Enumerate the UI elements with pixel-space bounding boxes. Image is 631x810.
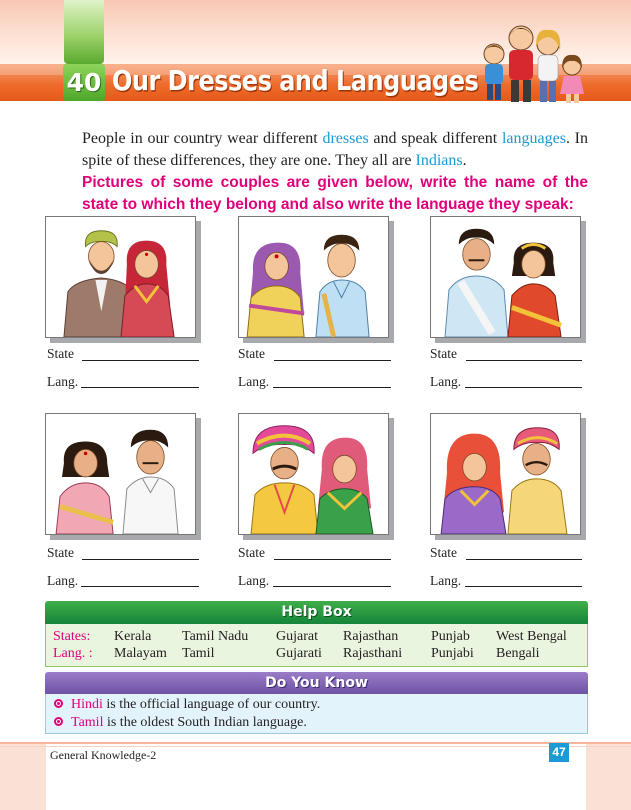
- footer-decoration-left: [0, 743, 46, 810]
- help-box-languages-row: [46, 645, 587, 662]
- state-label: State: [47, 346, 74, 361]
- lang-label: Lang.: [238, 374, 270, 389]
- state-label: State: [47, 545, 74, 560]
- couple-kerala-illustration: [45, 413, 196, 535]
- fact-item: Tamil is the oldest South Indian language.: [54, 714, 307, 731]
- help-language: Bengali: [496, 646, 540, 661]
- state-answer-line-5[interactable]: [274, 559, 391, 560]
- lang-answer-line-3[interactable]: [465, 387, 582, 388]
- footer-divider: [0, 742, 631, 744]
- state-label: State: [430, 545, 457, 560]
- couple-gujarat-illustration: [430, 413, 581, 535]
- lang-answer-line-4[interactable]: [81, 586, 199, 587]
- help-box: [45, 624, 588, 667]
- lang-label: Lang.: [430, 374, 462, 389]
- page-number: 47: [549, 743, 569, 762]
- languages-highlight: languages: [501, 130, 566, 147]
- lang-answer-line-5[interactable]: [273, 586, 391, 587]
- state-label: State: [238, 545, 265, 560]
- help-language: Punjabi: [431, 646, 474, 661]
- bullet-icon: [54, 717, 63, 726]
- state-answer-line-2[interactable]: [274, 360, 391, 361]
- lang-answer-line-2[interactable]: [273, 387, 391, 388]
- lang-label: Lang.: [47, 374, 79, 389]
- state-answer-line-3[interactable]: [466, 360, 582, 361]
- state-label: State: [430, 346, 457, 361]
- lesson-tab-decoration: [64, 0, 104, 64]
- state-answer-line-6[interactable]: [466, 559, 582, 560]
- help-language: Malayam: [114, 646, 167, 661]
- page-title: Our Dresses and Languages: [112, 64, 479, 98]
- footer-divider: [0, 746, 631, 747]
- help-state: Rajasthan: [343, 629, 399, 644]
- lang-answer-line-1[interactable]: [81, 387, 199, 388]
- indians-highlight: Indians: [415, 152, 463, 169]
- help-language: Gujarati: [276, 646, 322, 661]
- instruction-text: Pictures of some couples are given below, write the name of the state to which they belong and also write the language they speak:: [82, 174, 588, 213]
- do-you-know-title: Do You Know: [45, 672, 588, 694]
- family-cartoon-illustration: [476, 10, 588, 106]
- lang-label: Lang.: [47, 573, 79, 588]
- footer-decoration-right: [586, 743, 631, 810]
- lesson-number: 40: [63, 64, 105, 101]
- book-title: General Knowledge-2: [50, 748, 157, 762]
- lang-answer-line-6[interactable]: [465, 586, 582, 587]
- help-state: Gujarat: [276, 629, 318, 644]
- state-answer-line-1[interactable]: [82, 360, 199, 361]
- state-answer-line-4[interactable]: [82, 559, 199, 560]
- do-you-know-box: [45, 694, 588, 734]
- help-box-title: Help Box: [45, 601, 588, 624]
- help-state: Punjab: [431, 629, 470, 644]
- fact-item: Hindi is the official language of our country.: [54, 696, 320, 713]
- couple-punjab-illustration: [45, 216, 196, 338]
- dresses-highlight: dresses: [322, 130, 369, 147]
- help-language: Rajasthani: [343, 646, 403, 661]
- lang-label: Lang. :: [53, 646, 93, 661]
- bullet-icon: [54, 699, 63, 708]
- help-box-states-row: [46, 628, 587, 645]
- lang-label: Lang.: [430, 573, 462, 588]
- help-state: Tamil Nadu: [182, 629, 249, 644]
- couple-tamil-nadu-illustration: [430, 216, 581, 338]
- help-state: Kerala: [114, 629, 152, 644]
- couple-rajasthan-illustration: [238, 413, 389, 535]
- state-label: State: [238, 346, 265, 361]
- lang-label: Lang.: [238, 573, 270, 588]
- intro-paragraph: People in our country wear different dresses and speak different languages. In spite of these differences, they are one. They all are Indians.: [82, 130, 588, 169]
- states-label: States:: [53, 629, 91, 644]
- help-language: Tamil: [182, 646, 215, 661]
- couple-west-bengal-illustration: [238, 216, 389, 338]
- help-state: West Bengal: [496, 629, 567, 644]
